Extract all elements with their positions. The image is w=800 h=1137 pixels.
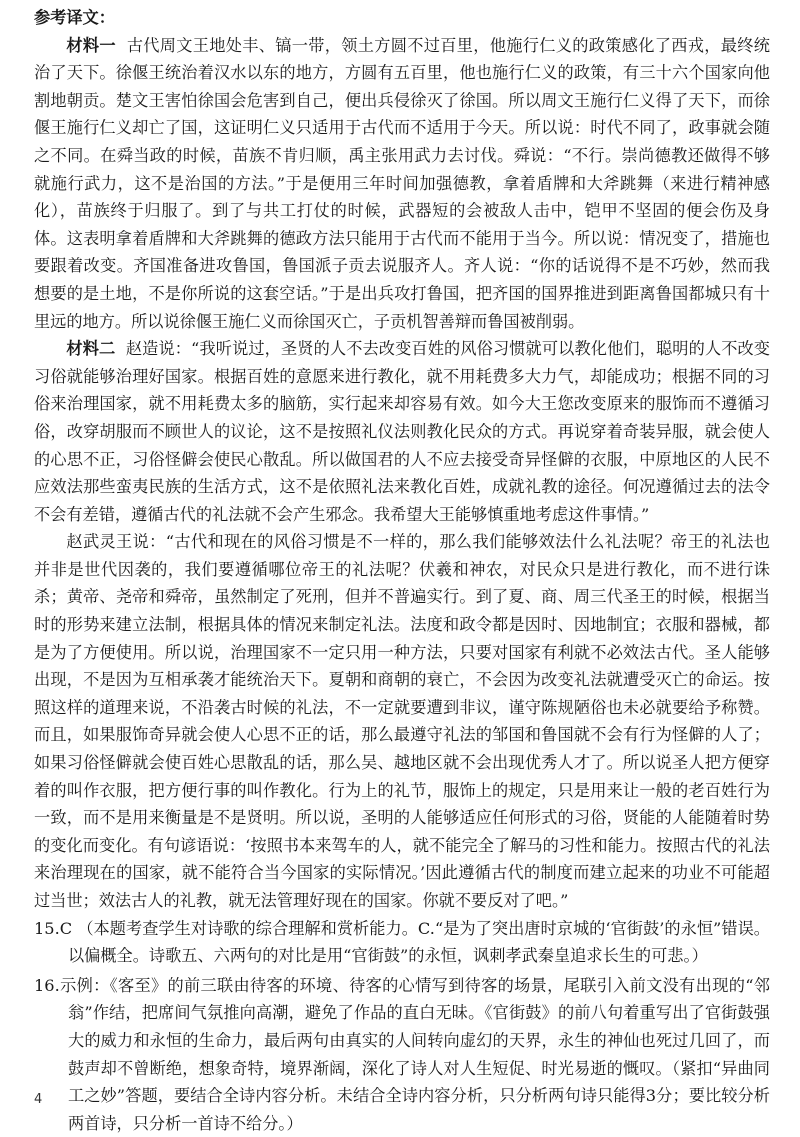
material-two-text: 赵造说：“我听说过，圣贤的人不去改变百姓的风俗习惯就可以教化他们，聪明的人不改变习俗就能够治理好国家。根据百姓的意愿来进行教化，就不用耗费多大力气，却能成功；根据不同的习俗来治理国家，就不用耗费太多的脑筋，实行起来却容易有效。如今大王您改变原来的服饰而不遵循习俗，改穿胡服而不顾世人的议论，这不是按照礼仪法则教化民众的方式。再说穿着奇装异服，就会使人的心思不正，习俗怪僻会使民心散乱。所以做国君的人不应去接受奇异怪僻的衣服，中原地区的人民不应效法那些蛮夷民族的生活方式，这不是依照礼法来教化百姓，成就礼教的途径。何况遵循过去的法令不会有差错，遵循古代的礼法就不会产生邪念。我希望大王能够慎重地考虑这件事情。” — [34, 339, 770, 524]
material-one-paragraph — [34, 32, 770, 336]
material-two-reply-paragraph: 赵武灵王说：“古代和现在的风俗习惯是不一样的，那么我们能够效法什么礼法呢？帝王的礼法也并非是世代因袭的，我们要遵循哪位帝王的礼法呢？伏羲和神农，对民众只是进行教化，而不进行诛杀；黄帝、尧帝和舜帝，虽然制定了死刑，但并不普遍实行。到了夏、商、周三代圣王的时候，根据当时的形势来建立法制，根据具体的情况来制定礼法。法度和政令都是因时、因地制宜；衣服和器械，都是为了方便使用。所以说，治理国家不一定只用一种方法，只要对国家有利就不必效法古代。圣人能够出现，不是因为互相承袭才能统治天下。夏朝和商朝的衰亡，不会因为改变礼法就遭受灭亡的命运。按照这样的道理来说，不沿袭古时候的礼法，不一定就要遭到非议，谨守陈规陋俗也未必就要给予称赞。而且，如果服饰奇异就会使人心思不正的话，那么最遵守礼法的邹国和鲁国就不会有行为怪僻的人了；如果习俗怪僻就会使百姓心思散乱的话，那么吴、越地区就不会出现优秀人才了。所以说圣人把方便穿着的叫作衣服，把方便行事的叫作教化。行为上的礼节，服饰上的规定，只是用来让一般的老百姓行为一致，而不是用来衡量是不是贤明。所以说，圣明的人能够适应任何形式的习俗，贤能的人能随着时势的变化而变化。有句谚语说：‘按照书本来驾车的人，就不能完全了解马的习性和能力。按照古代的礼法来治理现在的国家，就不能符合当今国家的实际情况。’因此遵循古代的制度而建立起来的功业不可能超过当世；效法古人的礼教，就无法管理好现在的国家。你就不要反对了吧。” — [34, 532, 770, 910]
answer-number: 15. — [34, 918, 60, 938]
answer-number: 16. — [34, 975, 60, 995]
answer-item-15 — [34, 915, 770, 970]
answer-item-16 — [34, 972, 770, 1137]
material-one-text: 古代周文王地处丰、镐一带，领土方圆不过百里，他施行仁义的政策感化了西戎，最终统治了天下。徐偃王统治着汉水以东的地方，方圆有五百里，他也施行仁义的政策，有三十六个国家向他割地朝贡。楚文王害怕徐国会危害到自己，便出兵侵徐灭了徐国。所以周文王施行仁义得了天下，而徐偃王施行仁义却亡了国，这证明仁义只适用于古代而不适用于今天。所以说：时代不同了，政事就会随之不同。在舜当政的时候，苗族不肯归顺，禹主张用武力去讨伐。舜说：“不行。崇尚德教还做得不够就施行武力，这不是治国的方法。”于是便用三年时间加强德教，拿着盾牌和大斧跳舞（来进行精神感化），苗族终于归服了。到了与共工打仗的时候，武器短的会被敌人击中，铠甲不坚固的便会伤及身体。这表明拿着盾牌和大斧跳舞的德政方法只能用于古代而不能用于当今。所以说：情况变了，措施也要跟着改变。齐国准备进攻鲁国，鲁国派子贡去说服齐人。齐人说：“你的话说得不是不巧妙，然而我想要的是土地，不是你所说的这套空话。”于是出兵攻打鲁国，把齐国的国界推进到距离鲁国都城只有十里远的地方。所以说徐偃王施仁义而徐国灭亡，子贡机智善辩而鲁国被削弱。 — [34, 35, 770, 331]
page-number: 4 — [34, 1092, 43, 1107]
material-one-label: 材料一 — [66, 35, 116, 55]
material-two-label: 材料二 — [66, 339, 116, 359]
answer-text: 示例：《客至》的前三联由待客的环境、待客的心情写到待客的场景，尾联引入前文没有出现的“邻翁”作结，把席间气氛推向高潮，避免了作品的直白无昧。《官街鼓》的前八句着重写出了官街鼓强大的威力和永恒的生命力，最后两句由真实的人间转向虚幻的天界，永生的神仙也死过几回了，而鼓声却不曾断绝，想象奇特，境界渐阔，深化了诗人对人生短促、时光易逝的慨叹。（紧扣“异曲同工之妙”答题，要结合全诗内容分析。未结合全诗内容分析，只分析两句诗只能得3分；要比较分析两首诗，只分析一首诗不给分。） — [59, 975, 770, 1133]
section-heading: 参考译文： — [34, 8, 115, 27]
answer-text: C （本题考查学生对诗歌的综合理解和赏析能力。C.“是为了突出唐时京城的‘官街鼓’的永恒”错误。以偏概全。诗歌五、六两句的对比是用“官街鼓”的永恒，讽刺孝武秦皇追求长生的可悲。） — [59, 918, 770, 966]
material-two-paragraph — [34, 335, 770, 528]
